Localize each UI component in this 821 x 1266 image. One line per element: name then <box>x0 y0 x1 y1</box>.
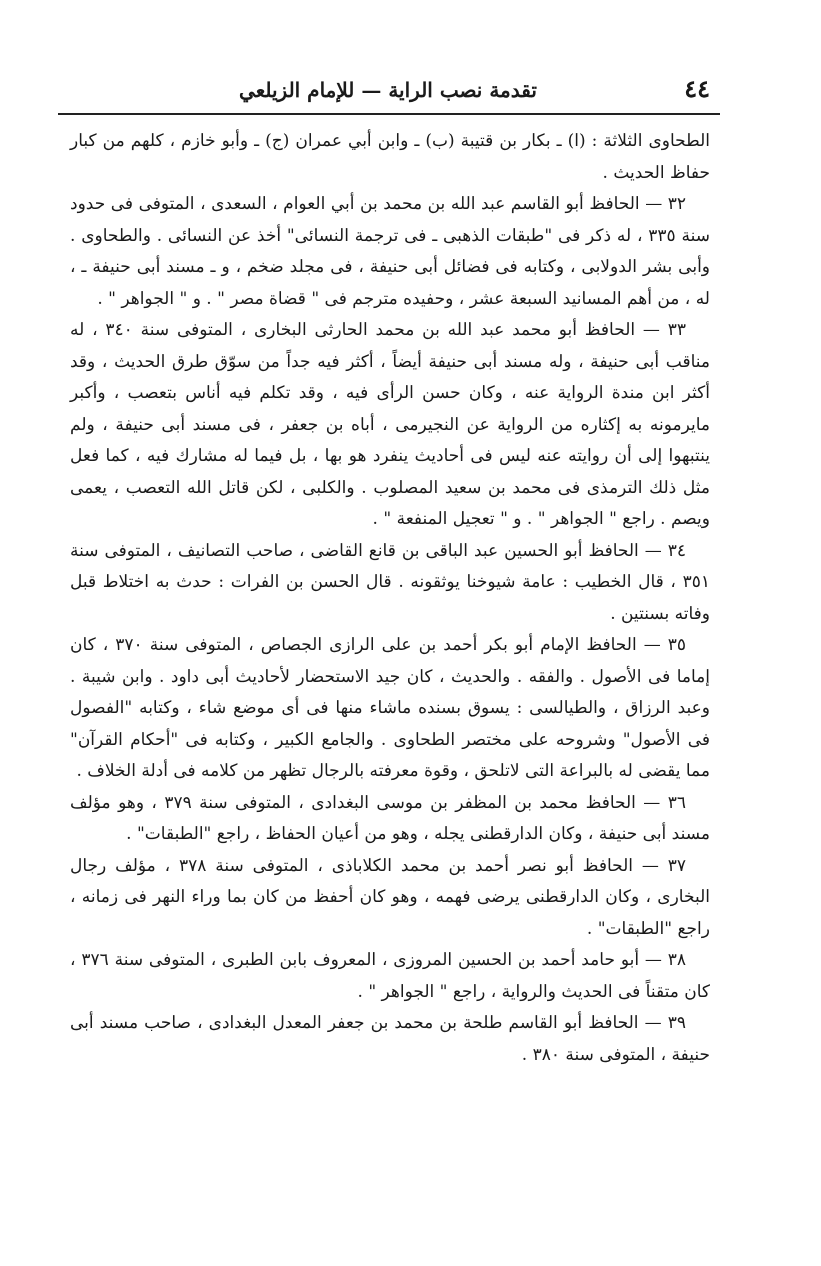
page-number: ٤٤ <box>684 74 710 103</box>
entry-35: ٣٥ — الحافظ الإمام أبو بكر أحمد بن على الرازى الجصاص ، المتوفى سنة ٣٧٠ ، كان إماما فى الأصول . والفقه . والحديث ، كان جيد الاستحضار لأحاديث أبى داود . وابن شيبة . وعبد الرزاق ، والطيالسى : يسوق بسنده ماشاء منها فى أى موضع شاء ، وكتابه "الفصول فى الأصول" وشروحه على مختصر الطحاوى . والجامع الكبير ، وكتابه فى "أحكام القرآن" مما يقضى له بالبراعة التى لاتلحق ، وقوة معرفته بالرجال تظهر من كلامه فى أدلة الخلاف . <box>70 635 710 781</box>
entry-37: ٣٧ — الحافظ أبو نصر أحمد بن محمد الكلاباذى ، المتوفى سنة ٣٧٨ ، مؤلف رجال البخارى ، وكان الدارقطنى يرضى فهمه ، وهو كان أحفظ من كان بما وراء النهر فى زمانه ، راجع "الطبقات" . <box>70 855 710 939</box>
running-title: تقدمة نصب الراية — للإمام الزيلعي <box>239 78 537 102</box>
running-head <box>58 74 718 114</box>
entry-34: ٣٤ — الحافظ أبو الحسين عبد الباقى بن قانع القاضى ، صاحب التصانيف ، المتوفى سنة ٣٥١ ، قال الخطيب : عامة شيوخنا يوثقونه . قال الحسن بن الفرات : حدث به اختلاط قبل وفاته بسنتين . <box>70 540 710 624</box>
entry-39: ٣٩ — الحافظ أبو القاسم طلحة بن محمد بن جعفر المعدل البغدادى ، صاحب مسند أبى حنيفة ، المتوفى سنة ٣٨٠ . <box>70 1013 710 1065</box>
entry-33: ٣٣ — الحافظ أبو محمد عبد الله بن محمد الحارثى البخارى ، المتوفى سنة ٣٤٠ ، له مناقب أبى حنيفة ، وله مسند أبى حنيفة أيضاً ، أكثر فيه جداً من سوّق طرق الحديث ، وقد أكثر ابن مندة الرواية عنه ، وكان حسن الرأى فيه ، وقد تكلم فيه أناس بتعصب ، وأكبر مايرمونه به إكثاره من الرواية عن النجيرمى ، أباه بن جعفر ، فى مسند أبى حنيفة ، ولم ينتبهوا إلى أن روايته عنه ليس فى أحاديث ينفرد هو بها ، بل فيما له مشارك فيه ، كما فعل مثل ذلك الترمذى فى محمد بن سعيد المصلوب . والكلبى ، لكن قاتل الله التعصب ، يعمى ويصم . راجع " الجواهر " . و " تعجيل المنفعة " . <box>70 320 710 529</box>
body-text <box>70 126 710 1071</box>
entry-38: ٣٨ — أبو حامد أحمد بن الحسين المروزى ، المعروف بابن الطبرى ، المتوفى سنة ٣٧٦ ، كان متقناً فى الحديث والرواية ، راجع " الجواهر " . <box>70 950 710 1002</box>
entry-32: ٣٢ — الحافظ أبو القاسم عبد الله بن محمد بن أبي العوام ، السعدى ، المتوفى فى حدود سنة ٣٣٥ ، له ذكر فى "طبقات الذهبى ـ فى ترجمة النسائى" أخذ عن النسائى . والطحاوى . وأبى بشر الدولابى ، وكتابه فى فضائل أبى حنيفة ، فى مجلد ضخم ، و ـ مسند أبى حنيفة ـ ، له ، من أهم المسانيد السبعة عشر ، وحفيده مترجم فى " قضاة مصر " . و " الجواهر " . <box>70 194 710 309</box>
entry-36: ٣٦ — الحافظ محمد بن المظفر بن موسى البغدادى ، المتوفى سنة ٣٧٩ ، وهو مؤلف مسند أبى حنيفة ، وكان الدارقطنى يجله ، وهو من أعيان الحفاظ ، راجع "الطبقات" . <box>70 792 710 844</box>
header-rule <box>58 113 720 115</box>
paragraph-continuation: الطحاوى الثلاثة : (ا) ـ بكار بن قتيبة (ب) ـ وابن أبي عمران (ج) ـ وأبو خازم ، كلهم من كبار حفاظ الحديث . <box>70 131 710 183</box>
